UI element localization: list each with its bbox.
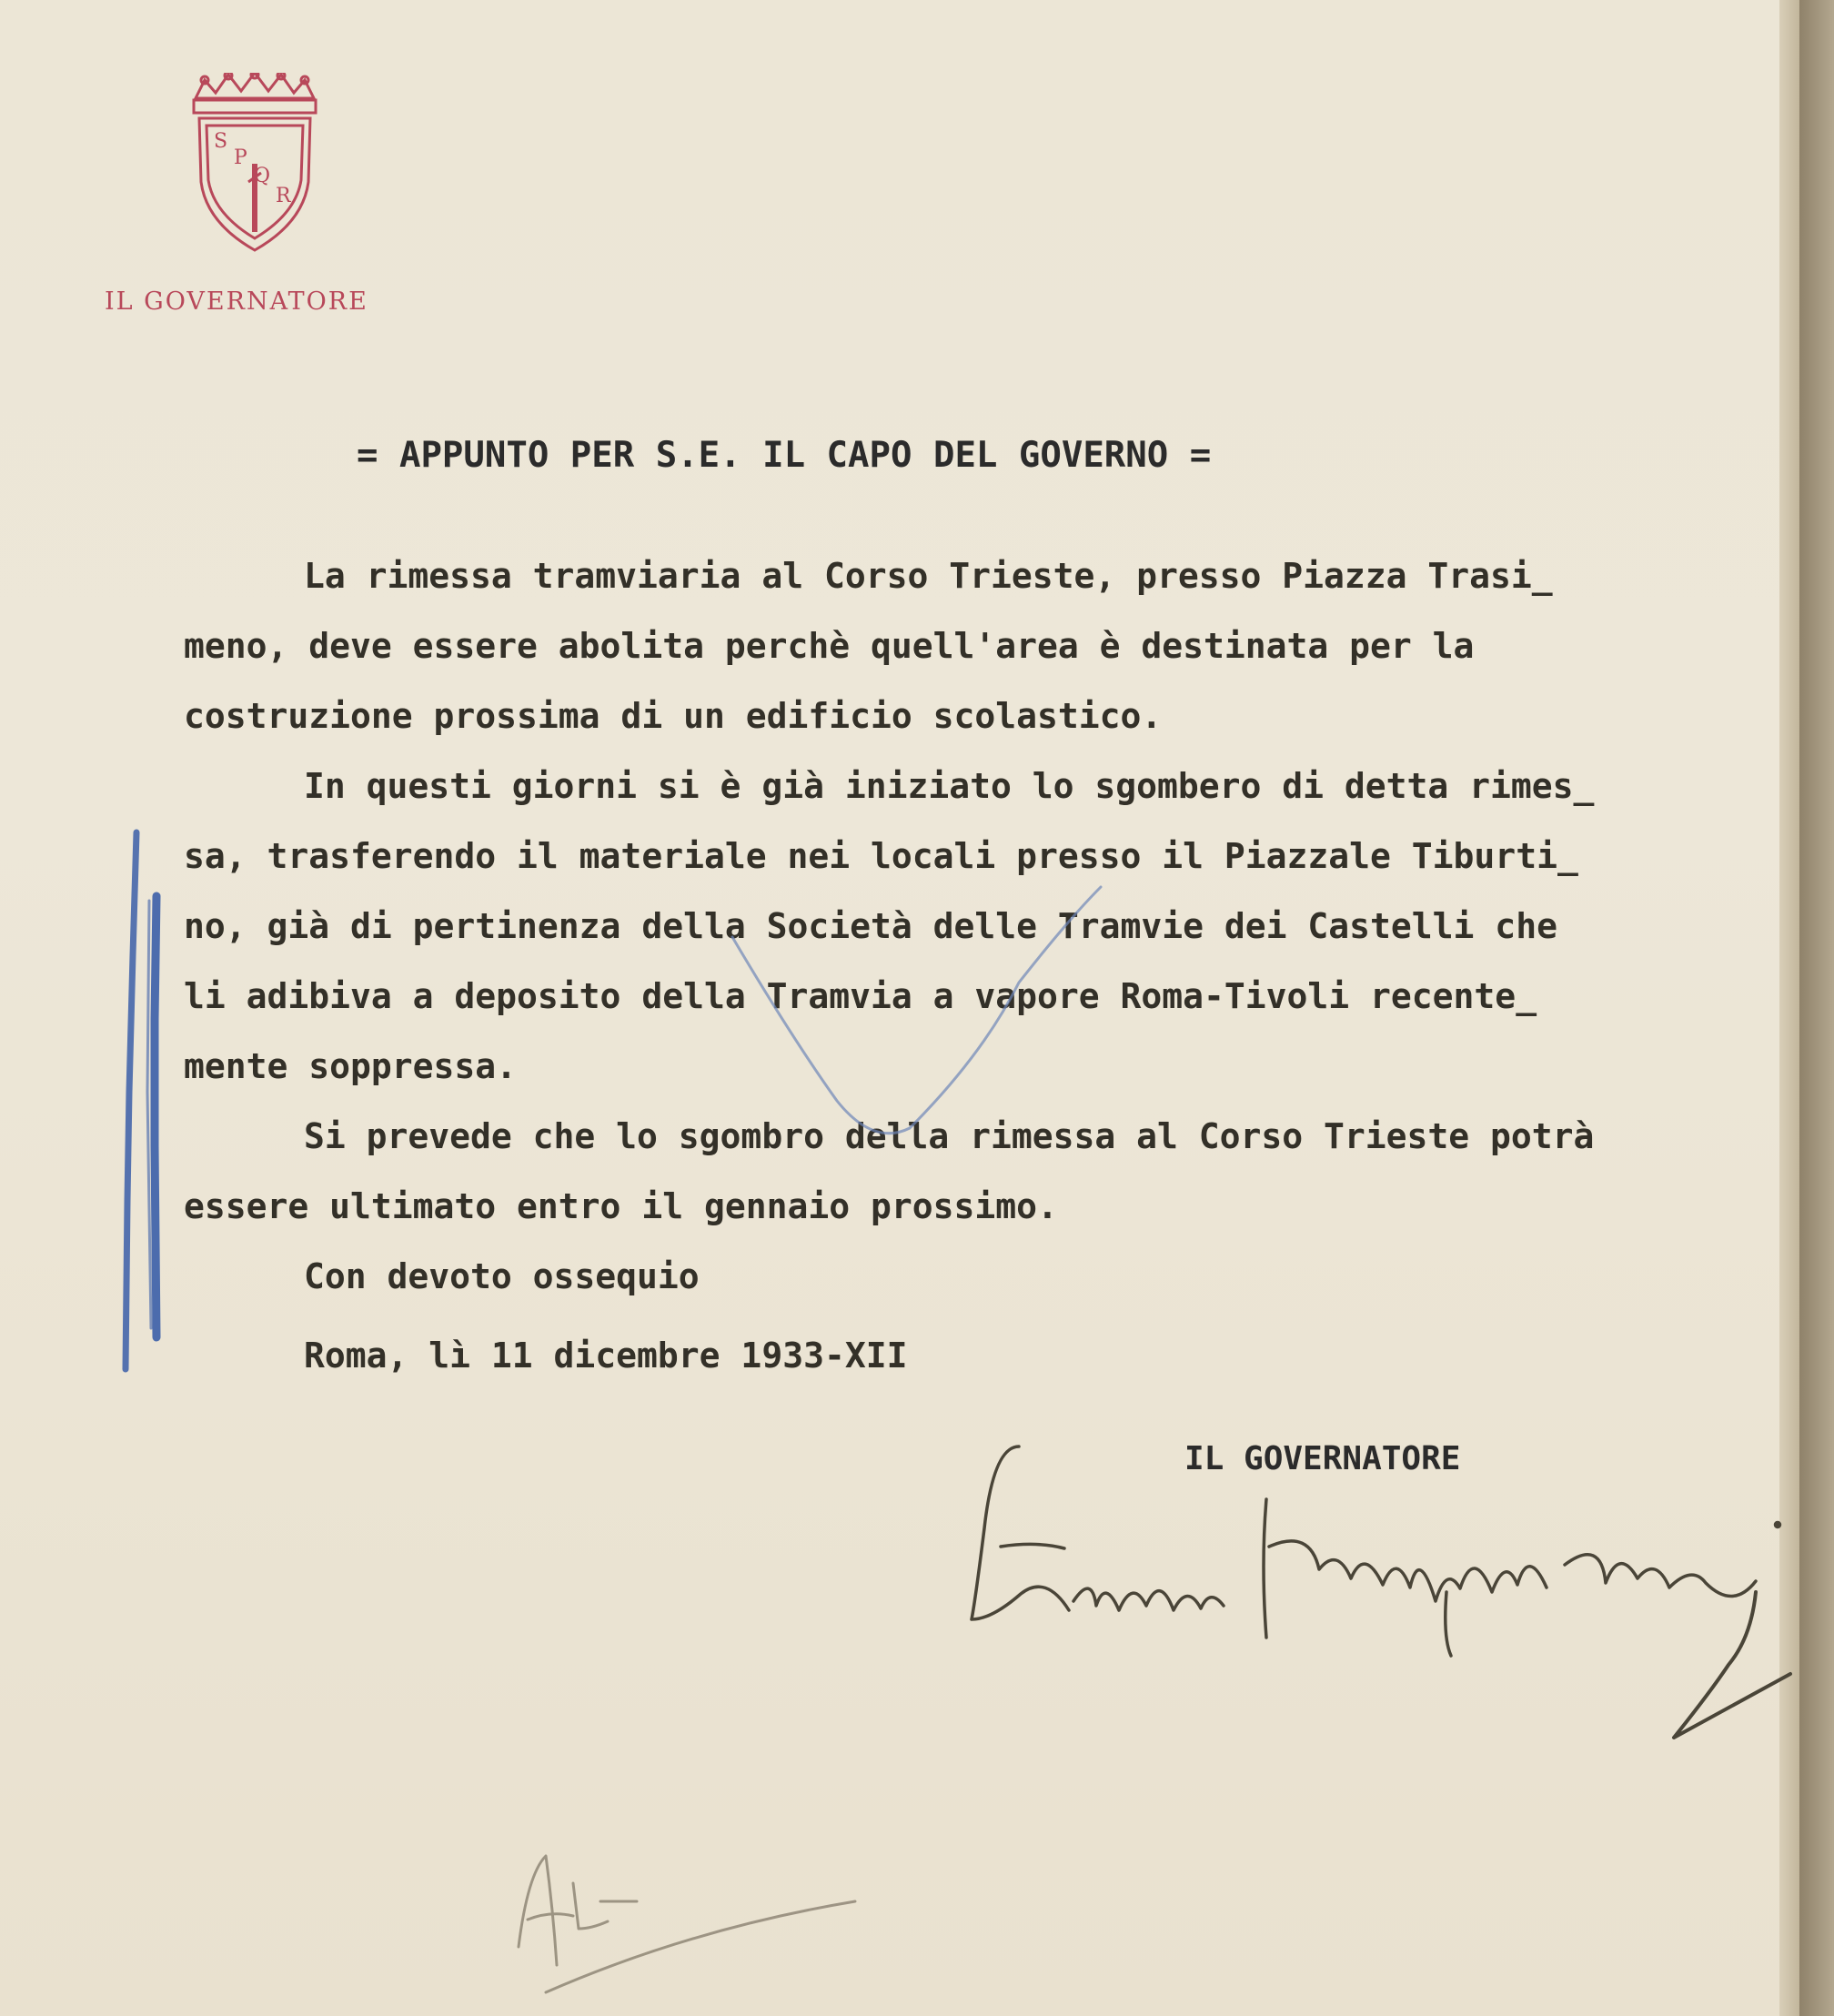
binding-shadow (1799, 0, 1834, 2016)
svg-text:Q: Q (254, 165, 271, 187)
spqr-crest-icon (186, 73, 323, 255)
memo-line: Con devoto ossequio (304, 1256, 700, 1296)
memo-line: sa, trasferendo il materiale nei locali presso il Piazzale Tiburti_ (184, 836, 1578, 876)
svg-text:S: S (214, 130, 228, 153)
svg-text:P: P (234, 146, 247, 169)
memo-line: La rimessa tramviaria al Corso Trieste, presso Piazza Trasi_ (304, 556, 1553, 596)
memo-line: costruzione prossima di un edificio scolastico. (184, 696, 1163, 736)
memo-line: li adibiva a deposito della Tramvia a vapore Roma-Tivoli recente_ (184, 976, 1537, 1016)
letterhead-office: IL GOVERNATORE (105, 287, 368, 316)
signature-title: IL GOVERNATORE (1184, 1440, 1461, 1477)
memo-line: meno, deve essere abolita perchè quell'area è destinata per la (184, 626, 1475, 666)
memo-line: essere ultimato entro il gennaio prossimo. (184, 1186, 1058, 1226)
memo-line: Si prevede che lo sgombro della rimessa al Corso Trieste potrà (304, 1116, 1595, 1156)
svg-text:R: R (276, 185, 291, 207)
memo-line: In questi giorni si è già iniziato lo sgombero di detta rimes_ (304, 766, 1595, 806)
memo-date: Roma, lì 11 dicembre 1933-XII (304, 1336, 908, 1376)
memo-line: no, già di pertinenza della Società delle Tramvie dei Castelli che (184, 906, 1557, 946)
memo-body (184, 541, 1785, 1312)
memo-title: = APPUNTO PER S.E. IL CAPO DEL GOVERNO = (357, 435, 1212, 476)
memo-line: mente soppressa. (184, 1046, 518, 1086)
